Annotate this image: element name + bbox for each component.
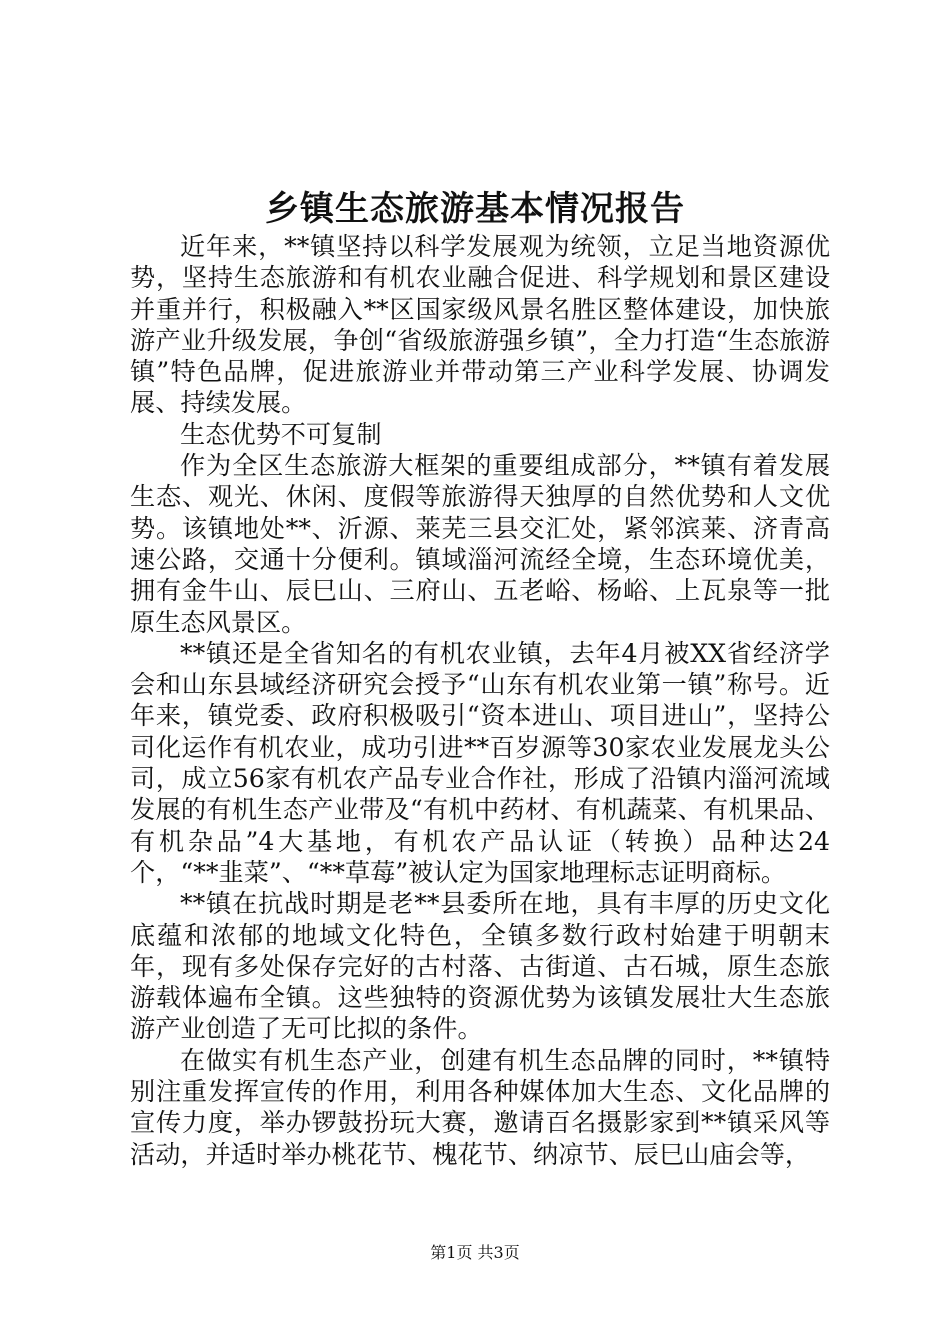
paragraph-natural-advantage: 作为全区生态旅游大框架的重要组成部分，**镇有着发展生态、观光、休闲、度假等旅游得天独厚的自然优势和人文优势。该镇地处**、沂源、莱芜三县交汇处，紧邻滨莱、济青高速公路，交通十分便利。镇域淄河流经全境，生态环境优美，拥有金牛山、辰巳山、三府山、五老峪、杨峪、上瓦泉等一批原生态风景区。 — [130, 451, 830, 637]
paragraph-intro: 近年来，**镇坚持以科学发展观为统领，立足当地资源优势，坚持生态旅游和有机农业融合促进、科学规划和景区建设并重并行，积极融入**区国家级风景名胜区整体建设，加快旅游产业升级发展，争创“省级旅游强乡镇”，全力打造“生态旅游镇”特色品牌，促进旅游业并带动第三产业科学发展、协调发展、持续发展。 — [130, 232, 830, 418]
page-footer: 第1页 共3页 — [430, 1243, 520, 1262]
paragraph-history-culture: **镇在抗战时期是老**县委所在地，具有丰厚的历史文化底蕴和浓郁的地域文化特色，全镇多数行政村始建于明朝末年，现有多处保存完好的古村落、古街道、古石城，原生态旅游载体遍布全镇。这些独特的资源优势为该镇发展壮大生态旅游产业创造了无可比拟的条件。 — [130, 889, 830, 1044]
paragraph-organic-agriculture: **镇还是全省知名的有机农业镇，去年4月被XX省经济学会和山东县域经济研究会授予“山东有机农业第一镇”称号。近年来，镇党委、政府积极吸引“资本进山、项目进山”，坚持公司化运作有机农业，成功引进**百岁源等30家农业发展龙头公司，成立56家有机农产品专业合作社，形成了沿镇内淄河流域发展的有机生态产业带及“有机中药材、有机蔬菜、有机果品、有机杂品”4大基地，有机农产品认证（转换）品种达24个，“**韭菜”、“**草莓”被认定为国家地理标志证明商标。 — [130, 638, 830, 887]
document-title: 乡镇生态旅游基本情况报告 — [265, 189, 685, 229]
paragraph-promotion: 在做实有机生态产业，创建有机生态品牌的同时，**镇特别注重发挥宣传的作用，利用各种媒体加大生态、文化品牌的宣传力度，举办锣鼓扮玩大赛，邀请百名摄影家到**镇采风等活动，并适时举办桃花节、槐花节、纳凉节、辰巳山庙会等， — [130, 1045, 830, 1169]
section-heading: 生态优势不可复制 — [180, 419, 382, 449]
document-body — [130, 231, 830, 1170]
